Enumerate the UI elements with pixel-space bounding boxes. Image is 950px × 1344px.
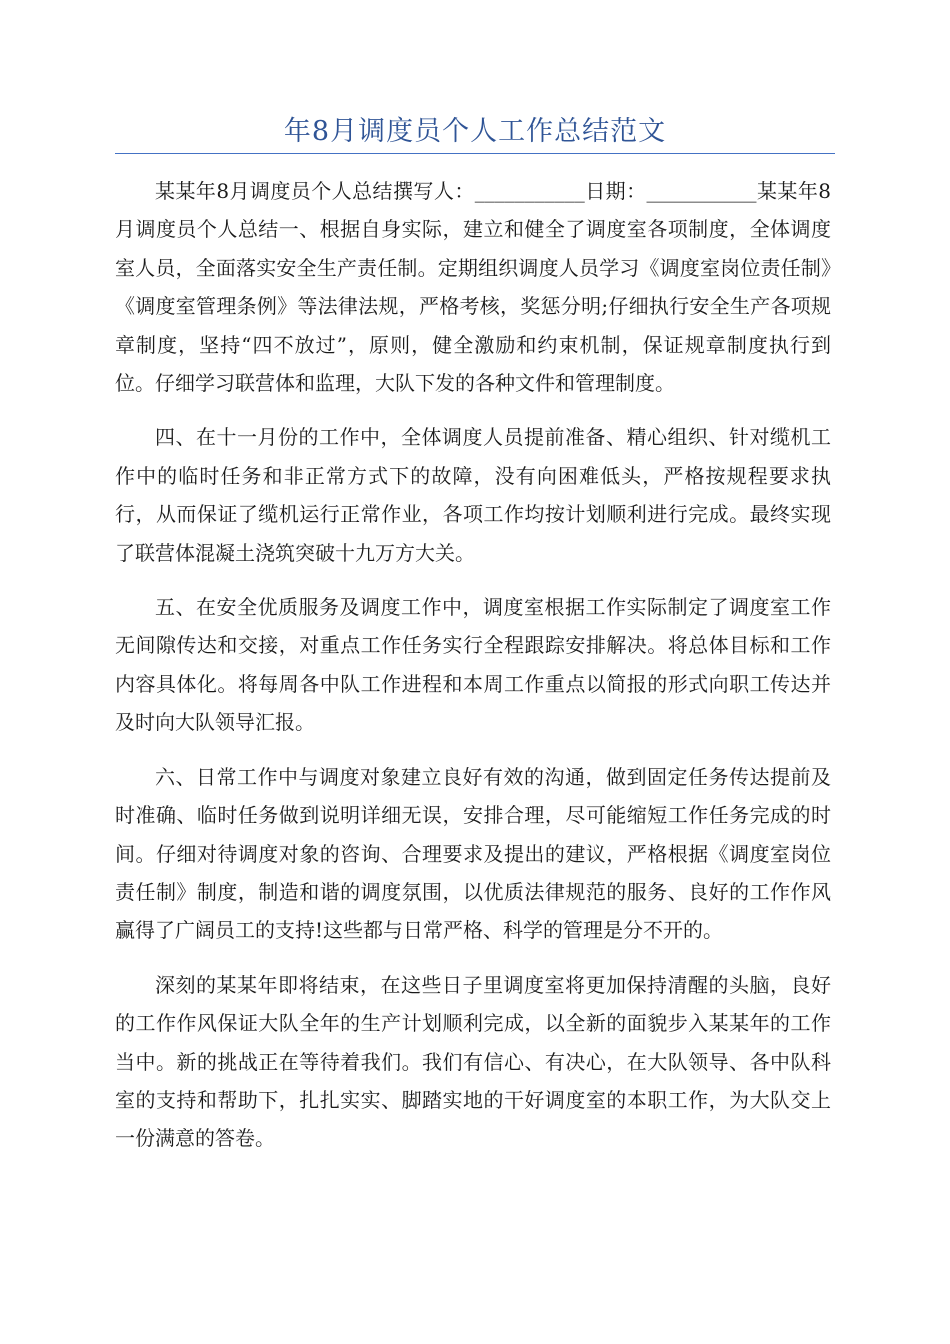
- paragraph-3: 五、在安全优质服务及调度工作中，调度室根据工作实际制定了调度室工作无间隙传达和交接，对重点工作任务实行全程跟踪安排解决。将总体目标和工作内容具体化。将每周各中队工作进程和本周工作重点以简报的形式向职工传达并及时向大队领导汇报。: [115, 595, 831, 735]
- document-title: 年8月调度员个人工作总结范文: [283, 116, 667, 147]
- paragraph-2: 四、在十一月份的工作中，全体调度人员提前准备、精心组织、针对缆机工作中的临时任务和非正常方式下的故障，没有向困难低头，严格按规程要求执行，从而保证了缆机运行正常作业，各项工作均按计划顺利进行完成。最终实现了联营体混凝土浇筑突破十九万方大关。: [115, 425, 831, 565]
- document-body: [115, 172, 831, 1174]
- paragraph-5: 深刻的某某年即将结束，在这些日子里调度室将更加保持清醒的头脑，良好的工作作风保证大队全年的生产计划顺利完成，以全新的面貌步入某某年的工作当中。新的挑战正在等待着我们。我们有信心、有决心，在大队领导、各中队科室的支持和帮助下，扎扎实实、脚踏实地的干好调度室的本职工作，为大队交上一份满意的答卷。: [115, 972, 831, 1151]
- paragraph-4: 六、日常工作中与调度对象建立良好有效的沟通，做到固定任务传达提前及时准确、临时任务做到说明详细无误，安排合理，尽可能缩短工作任务完成的时间。仔细对待调度对象的咨询、合理要求及提出的建议，严格根据《调度室岗位责任制》制度，制造和谐的调度氛围，以优质法律规范的服务、良好的工作作风赢得了广阔员工的支持!这些都与日常严格、科学的管理是分不开的。: [115, 764, 831, 943]
- title-underline: [115, 153, 835, 154]
- paragraph-1: 某某年8月调度员个人总结撰写人：___________日期：___________某某年8月调度员个人总结一、根据自身实际，建立和健全了调度室各项制度，全体调度室人员，全面落实安全生产责任制。定期组织调度人员学习《调度室岗位责任制》《调度室管理条例》等法律法规，严格考核，奖惩分明;仔细执行安全生产各项规章制度，坚持“四不放过”，原则，健全激励和约束机制，保证规章制度执行到位。仔细学习联营体和监理，大队下发的各种文件和管理制度。: [115, 179, 831, 396]
